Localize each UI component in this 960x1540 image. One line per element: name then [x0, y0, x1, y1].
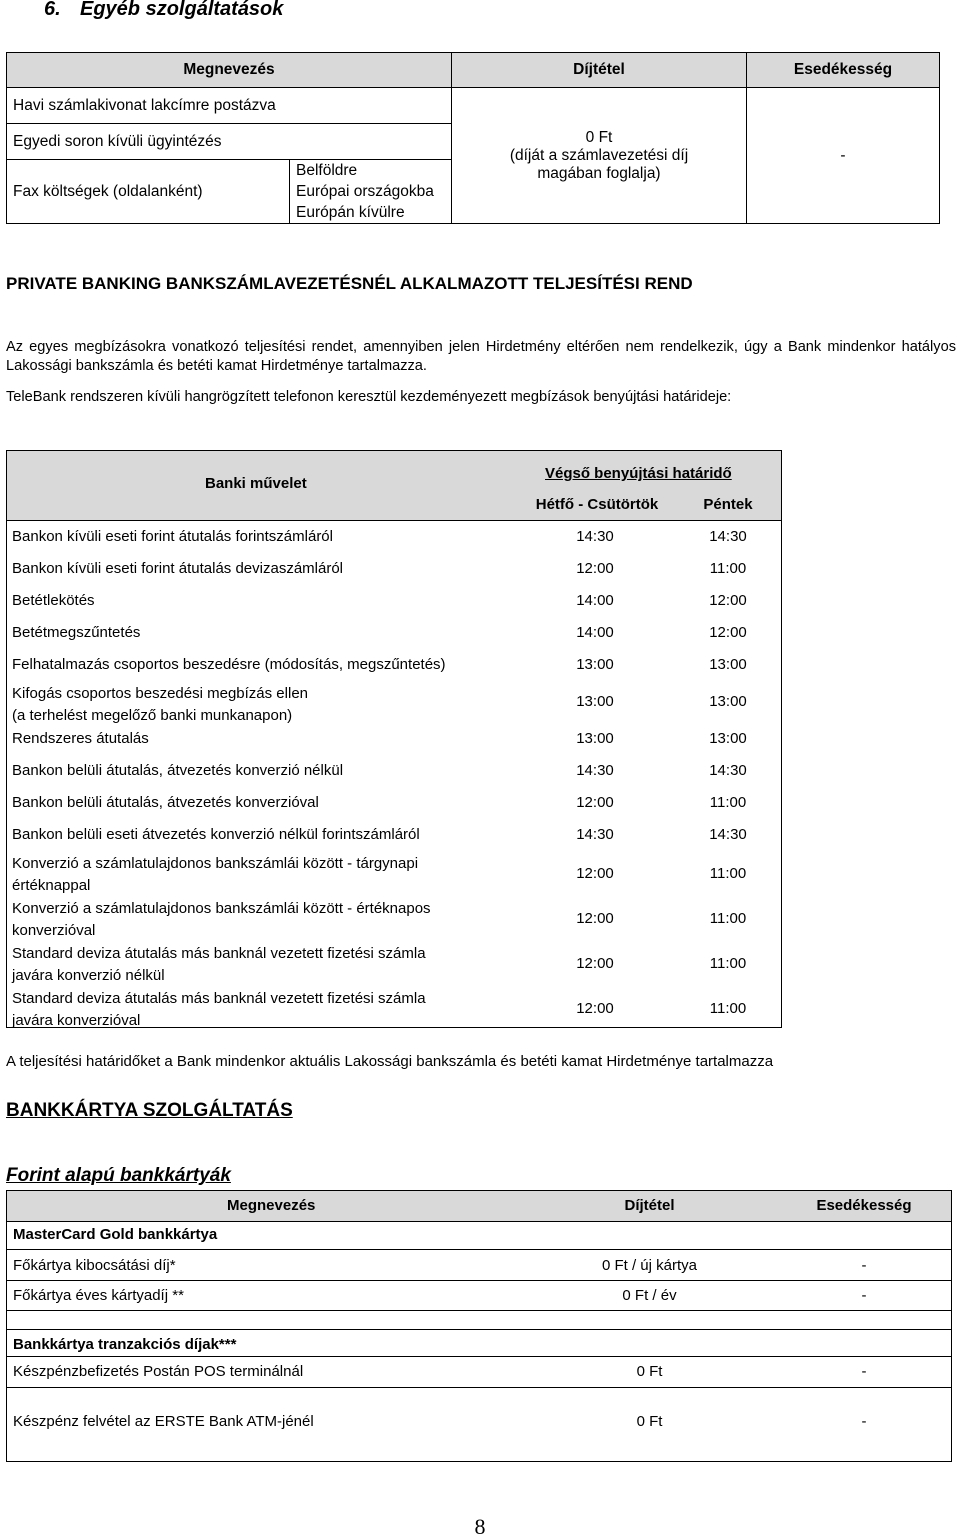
fax-sub-item: Európán kívülre — [290, 202, 452, 224]
operation-label-line: Standard deviza átutalás más banknál vezetett fizetési számla — [12, 990, 426, 1007]
deadline-mon-thu: 14:00 — [576, 624, 614, 641]
col-header-name: Megnevezés — [227, 1197, 316, 1214]
row-label: Havi számlakivonat lakcímre postázva — [7, 88, 452, 124]
header-divider — [7, 1221, 951, 1222]
fee-note: (díját a számlavezetési díj magában foglalja) — [509, 146, 689, 182]
operation-label — [12, 898, 431, 942]
deadline-friday: 14:30 — [709, 528, 747, 545]
row-fee: 0 Ft — [636, 1413, 663, 1430]
operation-label-line: Bankon kívüli eseti forint átutalás devizaszámláról — [12, 560, 343, 577]
deadline-mon-thu: 12:00 — [576, 864, 614, 882]
row-due: - — [861, 1413, 867, 1430]
operation-label — [12, 792, 319, 814]
row-fee: 0 Ft — [636, 1363, 663, 1380]
row-due: - — [861, 1363, 867, 1380]
deadline-friday: 12:00 — [709, 592, 747, 609]
row-label: Készpénz felvétel az ERSTE Bank ATM-jénél — [13, 1413, 314, 1430]
operation-label-line: konverzióval — [12, 922, 96, 939]
operation-label-line: Rendszeres átutalás — [12, 730, 149, 747]
deadline-friday: 14:30 — [709, 826, 747, 843]
deadline-mon-thu: 13:00 — [576, 693, 614, 710]
row-fee: 0 Ft / év — [622, 1287, 677, 1304]
col-header-friday: Péntek — [703, 496, 753, 513]
paragraph-2: TeleBank rendszeren kívüli hangrögzített telefonon keresztül kezdeményezett megbízások benyújtási határideje: — [6, 389, 732, 405]
row-label: Egyedi soron kívüli ügyintézés — [7, 124, 452, 160]
operation-label-line: Konverzió a számlatulajdonos bankszámlái között - tárgynapi — [12, 855, 419, 872]
deadline-mon-thu: 12:00 — [576, 560, 614, 577]
operation-label — [12, 654, 446, 676]
deadline-friday: 14:30 — [709, 762, 747, 779]
operation-label-line: Kifogás csoportos beszedési megbízás ellen — [12, 685, 309, 702]
deadline-mon-thu: 14:00 — [576, 592, 614, 609]
col-header-fee: Díjtétel — [624, 1197, 675, 1214]
fee-value: 0 Ft — [585, 128, 613, 146]
operation-label-line: értéknappal — [12, 877, 91, 894]
section-title: Egyéb szolgáltatások — [80, 0, 284, 20]
operation-label — [12, 558, 343, 580]
operation-label-line: javára konverzióval — [12, 1012, 141, 1029]
operation-label — [12, 824, 420, 846]
fax-sub-item: Belföldre — [290, 160, 452, 182]
deadline-mon-thu: 14:30 — [576, 762, 614, 779]
operation-label — [12, 988, 426, 1032]
deadline-friday: 13:00 — [709, 693, 747, 710]
group-title-transactions: Bankkártya tranzakciós díjak*** — [13, 1336, 237, 1353]
deadline-friday: 12:00 — [709, 624, 747, 641]
col-header-due: Esedékesség — [816, 1197, 912, 1214]
group-title-mastercard: MasterCard Gold bankkártya — [13, 1226, 218, 1243]
operation-label-line: Betétlekötés — [12, 592, 95, 609]
deadline-mon-thu: 12:00 — [576, 794, 614, 811]
deadline-mon-thu: 12:00 — [576, 999, 614, 1017]
deadline-friday: 13:00 — [709, 730, 747, 747]
row-divider — [7, 1387, 951, 1388]
fax-sub-item: Európai országokba — [290, 181, 452, 202]
other-services-table — [6, 52, 940, 224]
deadline-friday: 11:00 — [709, 794, 747, 811]
col-header-fee: Díjtétel — [452, 53, 747, 88]
row-label: Főkártya éves kártyadíj ** — [13, 1287, 184, 1304]
deadline-table — [6, 450, 782, 1028]
card-section-title: BANKKÁRTYA SZOLGÁLTATÁS — [6, 1100, 293, 1121]
page-number: 8 — [474, 1514, 486, 1539]
operation-label-line: Bankon kívüli eseti forint átutalás forintszámláról — [12, 528, 333, 545]
deadline-mon-thu: 13:00 — [576, 730, 614, 747]
forint-cards-title: Forint alapú bankkártyák — [6, 1165, 231, 1186]
operation-label — [12, 622, 140, 644]
private-banking-title: PRIVATE BANKING BANKSZÁMLAVEZETÉSNÉL ALKALMAZOTT TELJESÍTÉSI REND — [6, 274, 693, 293]
operation-label-line: Standard deviza átutalás más banknál vezetett fizetési számla — [12, 945, 426, 962]
operation-label — [12, 590, 95, 612]
deadline-mon-thu: 12:00 — [576, 954, 614, 972]
fee-cell — [452, 88, 747, 224]
deadline-friday: 11:00 — [709, 954, 747, 972]
operation-label-line: Konverzió a számlatulajdonos bankszámlái között - értéknapos — [12, 900, 431, 917]
operation-label-line: Betétmegszűntetés — [12, 624, 141, 641]
row-due: - — [861, 1257, 867, 1274]
row-fee: 0 Ft / új kártya — [601, 1257, 698, 1274]
deadline-friday: 13:00 — [709, 656, 747, 673]
header-divider — [7, 520, 781, 521]
row-divider — [7, 1310, 951, 1311]
operation-label-line: (a terhelést megelőző banki munkanapon) — [12, 707, 293, 724]
deadline-mon-thu: 12:00 — [576, 909, 614, 927]
operation-label-line: Bankon belüli átutalás, átvezetés konverzió nélkül — [12, 762, 344, 779]
deadline-friday: 11:00 — [709, 560, 747, 577]
row-label: Készpénzbefizetés Postán POS terminálnál — [13, 1363, 304, 1380]
deadline-friday: 11:00 — [709, 864, 747, 882]
due-cell: - — [747, 88, 940, 224]
section-number: 6. — [44, 0, 61, 20]
row-label: Főkártya kibocsátási díj* — [13, 1257, 176, 1274]
deadline-friday: 11:00 — [709, 909, 747, 927]
deadline-friday: 11:00 — [709, 999, 747, 1017]
row-label: Fax költségek (oldalanként) — [7, 160, 290, 224]
row-divider — [7, 1329, 951, 1330]
col-header-deadline: Végső benyújtási határidő — [545, 465, 732, 482]
col-header-operation: Banki művelet — [205, 475, 307, 492]
section-heading — [44, 0, 283, 21]
col-header-due: Esedékesség — [747, 53, 940, 88]
operation-label-line: Felhatalmazás csoportos beszedésre (módosítás, megszűntetés) — [12, 656, 446, 673]
deadline-mon-thu: 14:30 — [576, 826, 614, 843]
operation-label — [12, 943, 426, 987]
row-due: - — [861, 1287, 867, 1304]
operation-label-line: Bankon belüli eseti átvezetés konverzió nélkül forintszámláról — [12, 826, 420, 843]
operation-label — [12, 760, 343, 782]
note-text: A teljesítési határidőket a Bank mindenkor aktuális Lakossági bankszámla és betéti kamat Hirdetménye tartalmazza — [6, 1053, 774, 1070]
col-header-name: Megnevezés — [7, 53, 452, 88]
operation-label — [12, 683, 308, 727]
operation-label — [12, 853, 418, 897]
row-divider — [7, 1356, 951, 1357]
deadline-mon-thu: 14:30 — [576, 528, 614, 545]
operation-label-line: javára konverzió nélkül — [12, 967, 165, 984]
card-fee-table — [6, 1190, 952, 1462]
row-divider — [7, 1249, 951, 1250]
operation-label-line: Bankon belüli átutalás, átvezetés konverzióval — [12, 794, 319, 811]
col-header-mon-thu: Hétfő - Csütörtök — [535, 496, 659, 513]
operation-label — [12, 526, 333, 548]
paragraph-1: Az egyes megbízásokra vonatkozó teljesítési rendet, amennyiben jelen Hirdetmény eltérően nem rendelkezik, úgy a Bank mindenkor hatályos Lakossági bankszámla és betéti kamat Hirdetménye tartalmazza. — [6, 339, 956, 374]
row-divider — [7, 1280, 951, 1281]
deadline-mon-thu: 13:00 — [576, 656, 614, 673]
operation-label — [12, 728, 149, 750]
